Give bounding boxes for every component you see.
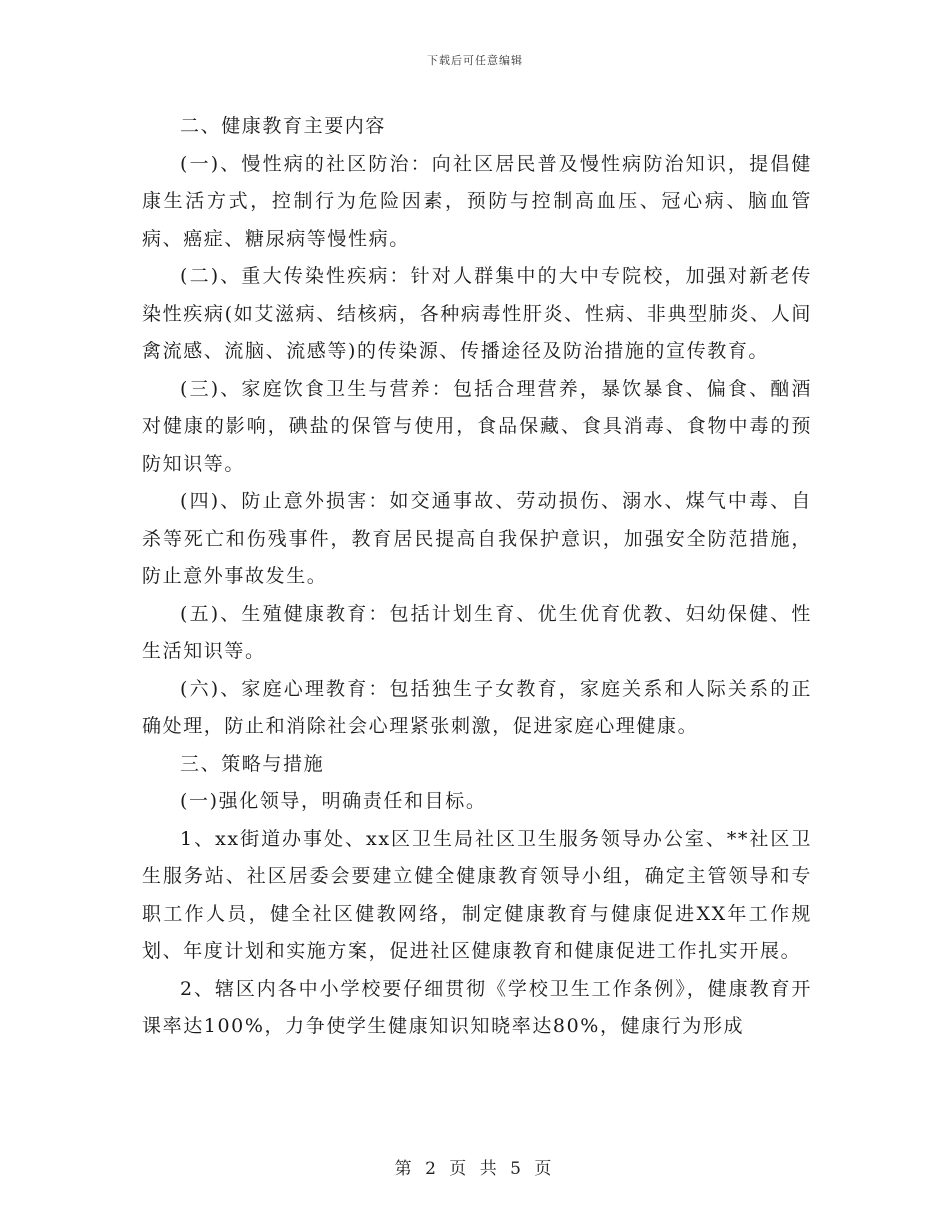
paragraph-accident-prevention: (四)、防止意外损害：如交通事故、劳动损伤、溺水、煤气中毒、自杀等死亡和伤残事件，教育居民提高自我保护意识，加强安全防范措施，防止意外事故发生。 bbox=[142, 490, 812, 587]
page-number: 第 2 页 共 5 页 bbox=[394, 1159, 556, 1179]
paragraph-item-1: 1、xx街道办事处、xx区卫生局社区卫生服务领导办公室、**社区卫生服务站、社区居委会要建立健全健康教育领导小组，确定主管领导和专职工作人员，健全社区健教网络，制定健康教育与健康促进XX年工作规划、年度计划和实施方案，促进社区健康教育和健康促进工作扎实开展。 bbox=[142, 827, 812, 962]
subheading-leadership: (一)强化领导，明确责任和目标。 bbox=[180, 790, 487, 812]
paragraph-infectious-disease: (二)、重大传染性疾病：针对人群集中的大中专院校，加强对新老传染性疾病(如艾滋病、结核病，各种病毒性肝炎、性病、非典型肺炎、人间禽流感、流脑、流感等)的传染源、传播途径及防治措施的宣传教育。 bbox=[142, 265, 812, 362]
paragraph-diet-nutrition: (三)、家庭饮食卫生与营养：包括合理营养，暴饮暴食、偏食、酗酒对健康的影响，碘盐的保管与使用，食品保藏、食具消毒、食物中毒的预防知识等。 bbox=[142, 377, 812, 475]
paragraph-reproductive-health: (五)、生殖健康教育：包括计划生育、优生优育优教、妇幼保健、性生活知识等。 bbox=[142, 602, 812, 662]
paragraph-item-2: 2、辖区内各中小学校要仔细贯彻《学校卫生工作条例》，健康教育开课率达100%，力争使学生健康知识知晓率达80%，健康行为形成 bbox=[142, 977, 812, 1037]
download-edit-note: 下载后可任意编辑 bbox=[427, 54, 523, 67]
paragraph-family-psychology: (六)、家庭心理教育：包括独生子女教育，家庭关系和人际关系的正确处理，防止和消除社会心理紧张刺激，促进家庭心理健康。 bbox=[142, 677, 812, 737]
document-body bbox=[142, 108, 812, 1046]
section-heading-content: 二、健康教育主要内容 bbox=[180, 115, 387, 137]
paragraph-chronic-disease: (一)、慢性病的社区防治：向社区居民普及慢性病防治知识，提倡健康生活方式，控制行为危险因素，预防与控制高血压、冠心病、脑血管病、癌症、糖尿病等慢性病。 bbox=[142, 152, 812, 250]
section-heading-strategy: 三、策略与措施 bbox=[180, 752, 325, 775]
